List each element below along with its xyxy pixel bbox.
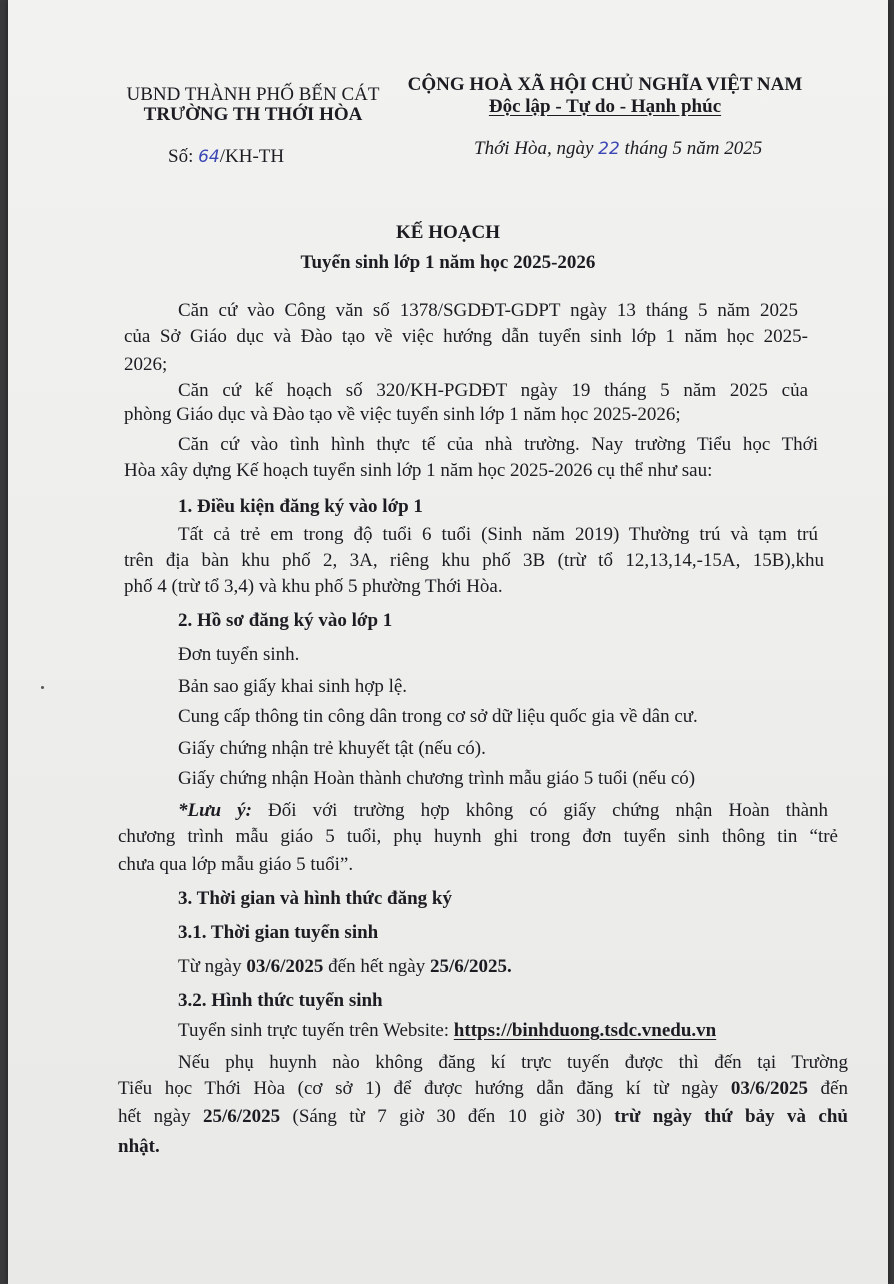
section1-line1: Tất cả trẻ em trong độ tuổi 6 tuổi (Sinh năm 2019) Thường trú và tạm trú	[178, 524, 818, 545]
section32-text	[178, 1020, 716, 1042]
p4-l3c: (Sáng từ 7 giờ 30 đến 10 giờ 30)	[280, 1106, 615, 1127]
section2-heading: 2. Hồ sơ đăng ký vào lớp 1	[178, 610, 393, 631]
para1-line1: Căn cứ vào Công văn số 1378/SGDĐT-GDPT ngày 13 tháng 5 năm 2025	[178, 300, 798, 321]
note-line1	[178, 800, 828, 822]
plan-subtitle: Tuyển sinh lớp 1 năm học 2025-2026	[300, 252, 596, 273]
para2-line2: phòng Giáo dục và Đào tạo về việc tuyển sinh lớp 1 năm học 2025-2026;	[124, 404, 681, 425]
paper-speck	[41, 686, 44, 689]
para3-line2: Hòa xây dựng Kế hoạch tuyển sinh lớp 1 năm học 2025-2026 cụ thể như sau:	[124, 460, 713, 481]
s31-end-date: 25/6/2025.	[429, 956, 512, 977]
p4-exception: trừ ngày thứ bảy và chủ	[614, 1106, 848, 1127]
website-link[interactable]: https://binhduong.tsdc.vnedu.vn	[453, 1020, 717, 1041]
issuer-authority: UBND THÀNH PHỐ BẾN CÁT	[126, 84, 380, 105]
section31-text	[178, 956, 512, 978]
section1-line3: phố 4 (trừ tổ 3,4) và khu phố 5 phường Thới Hòa.	[124, 576, 503, 597]
date-handwritten: 22	[598, 139, 620, 159]
para1-line3: 2026;	[124, 354, 168, 375]
section1-heading: 1. Điều kiện đăng ký vào lớp 1	[178, 496, 423, 517]
date-suffix: tháng 5 năm 2025	[619, 138, 763, 159]
document-number	[168, 146, 284, 168]
note-label: *Lưu ý:	[178, 800, 252, 821]
para2-line1: Căn cứ kế hoạch số 320/KH-PGDĐT ngày 19 tháng 5 năm 2025 của	[178, 380, 808, 401]
note-text: Đối với trường hợp không có giấy chứng nhận Hoàn thành	[251, 800, 828, 821]
list-item: Giấy chứng nhận Hoàn thành chương trình mẫu giáo 5 tuổi (nếu có)	[178, 768, 696, 789]
s31-a: Từ ngày	[178, 956, 247, 977]
s32-label: Tuyển sinh trực tuyến trên Website:	[178, 1020, 454, 1041]
p4-end-date: 25/6/2025	[203, 1106, 281, 1127]
document-page	[8, 0, 888, 1284]
national-title: CỘNG HOÀ XÃ HỘI CHỦ NGHĨA VIỆT NAM	[407, 74, 803, 95]
para4-line4: nhật.	[118, 1136, 160, 1157]
document-date	[474, 138, 762, 160]
doc-no-suffix: /KH-TH	[219, 146, 285, 167]
s31-c: đến hết ngày	[323, 956, 430, 977]
doc-no-prefix: Số:	[168, 146, 199, 167]
section31-heading: 3.1. Thời gian tuyển sinh	[178, 922, 379, 943]
issuer-school: TRƯỜNG TH THỚI HÒA	[143, 104, 363, 125]
date-prefix: Thới Hòa, ngày	[474, 138, 599, 159]
s31-start-date: 03/6/2025	[246, 956, 324, 977]
p4-l3a: hết ngày	[118, 1106, 204, 1127]
para4-line3	[118, 1106, 848, 1128]
note-line2: chương trình mẫu giáo 5 tuổi, phụ huynh ghi trong đơn tuyển sinh thông tin “trẻ	[118, 826, 838, 847]
section32-heading: 3.2. Hình thức tuyển sinh	[178, 990, 383, 1011]
national-motto-text: Độc lập - Tự do - Hạnh phúc	[488, 96, 722, 117]
note-line3: chưa qua lớp mẫu giáo 5 tuổi”.	[118, 854, 354, 875]
national-motto	[400, 96, 810, 118]
plan-title: KẾ HOẠCH	[396, 222, 500, 243]
para1-line2: của Sở Giáo dục và Đào tạo về việc hướng dẫn tuyển sinh lớp 1 năm học 2025-	[124, 326, 808, 347]
para4-line1: Nếu phụ huynh nào không đăng kí trực tuyến được thì đến tại Trường	[178, 1052, 848, 1073]
doc-no-handwritten: 64	[198, 147, 220, 167]
para4-line2	[118, 1078, 848, 1100]
p4-l2a: Tiểu học Thới Hòa (cơ sở 1) để được hướng dẫn đăng kí từ ngày	[118, 1078, 731, 1099]
list-item: Giấy chứng nhận trẻ khuyết tật (nếu có).	[178, 738, 486, 759]
para3-line1: Căn cứ vào tình hình thực tế của nhà trường. Nay trường Tiểu học Thới	[178, 434, 818, 455]
list-item: Đơn tuyển sinh.	[178, 644, 300, 665]
section3-heading: 3. Thời gian và hình thức đăng ký	[178, 888, 452, 909]
p4-l2c: đến	[807, 1078, 848, 1099]
list-item: Cung cấp thông tin công dân trong cơ sở dữ liệu quốc gia về dân cư.	[178, 706, 698, 727]
p4-start-date: 03/6/2025	[730, 1078, 808, 1099]
section1-line2: trên địa bàn khu phố 2, 3A, riêng khu phố 3B (trừ tổ 12,13,14,-15A, 15B),khu	[124, 550, 824, 571]
list-item: Bản sao giấy khai sinh hợp lệ.	[178, 676, 408, 697]
